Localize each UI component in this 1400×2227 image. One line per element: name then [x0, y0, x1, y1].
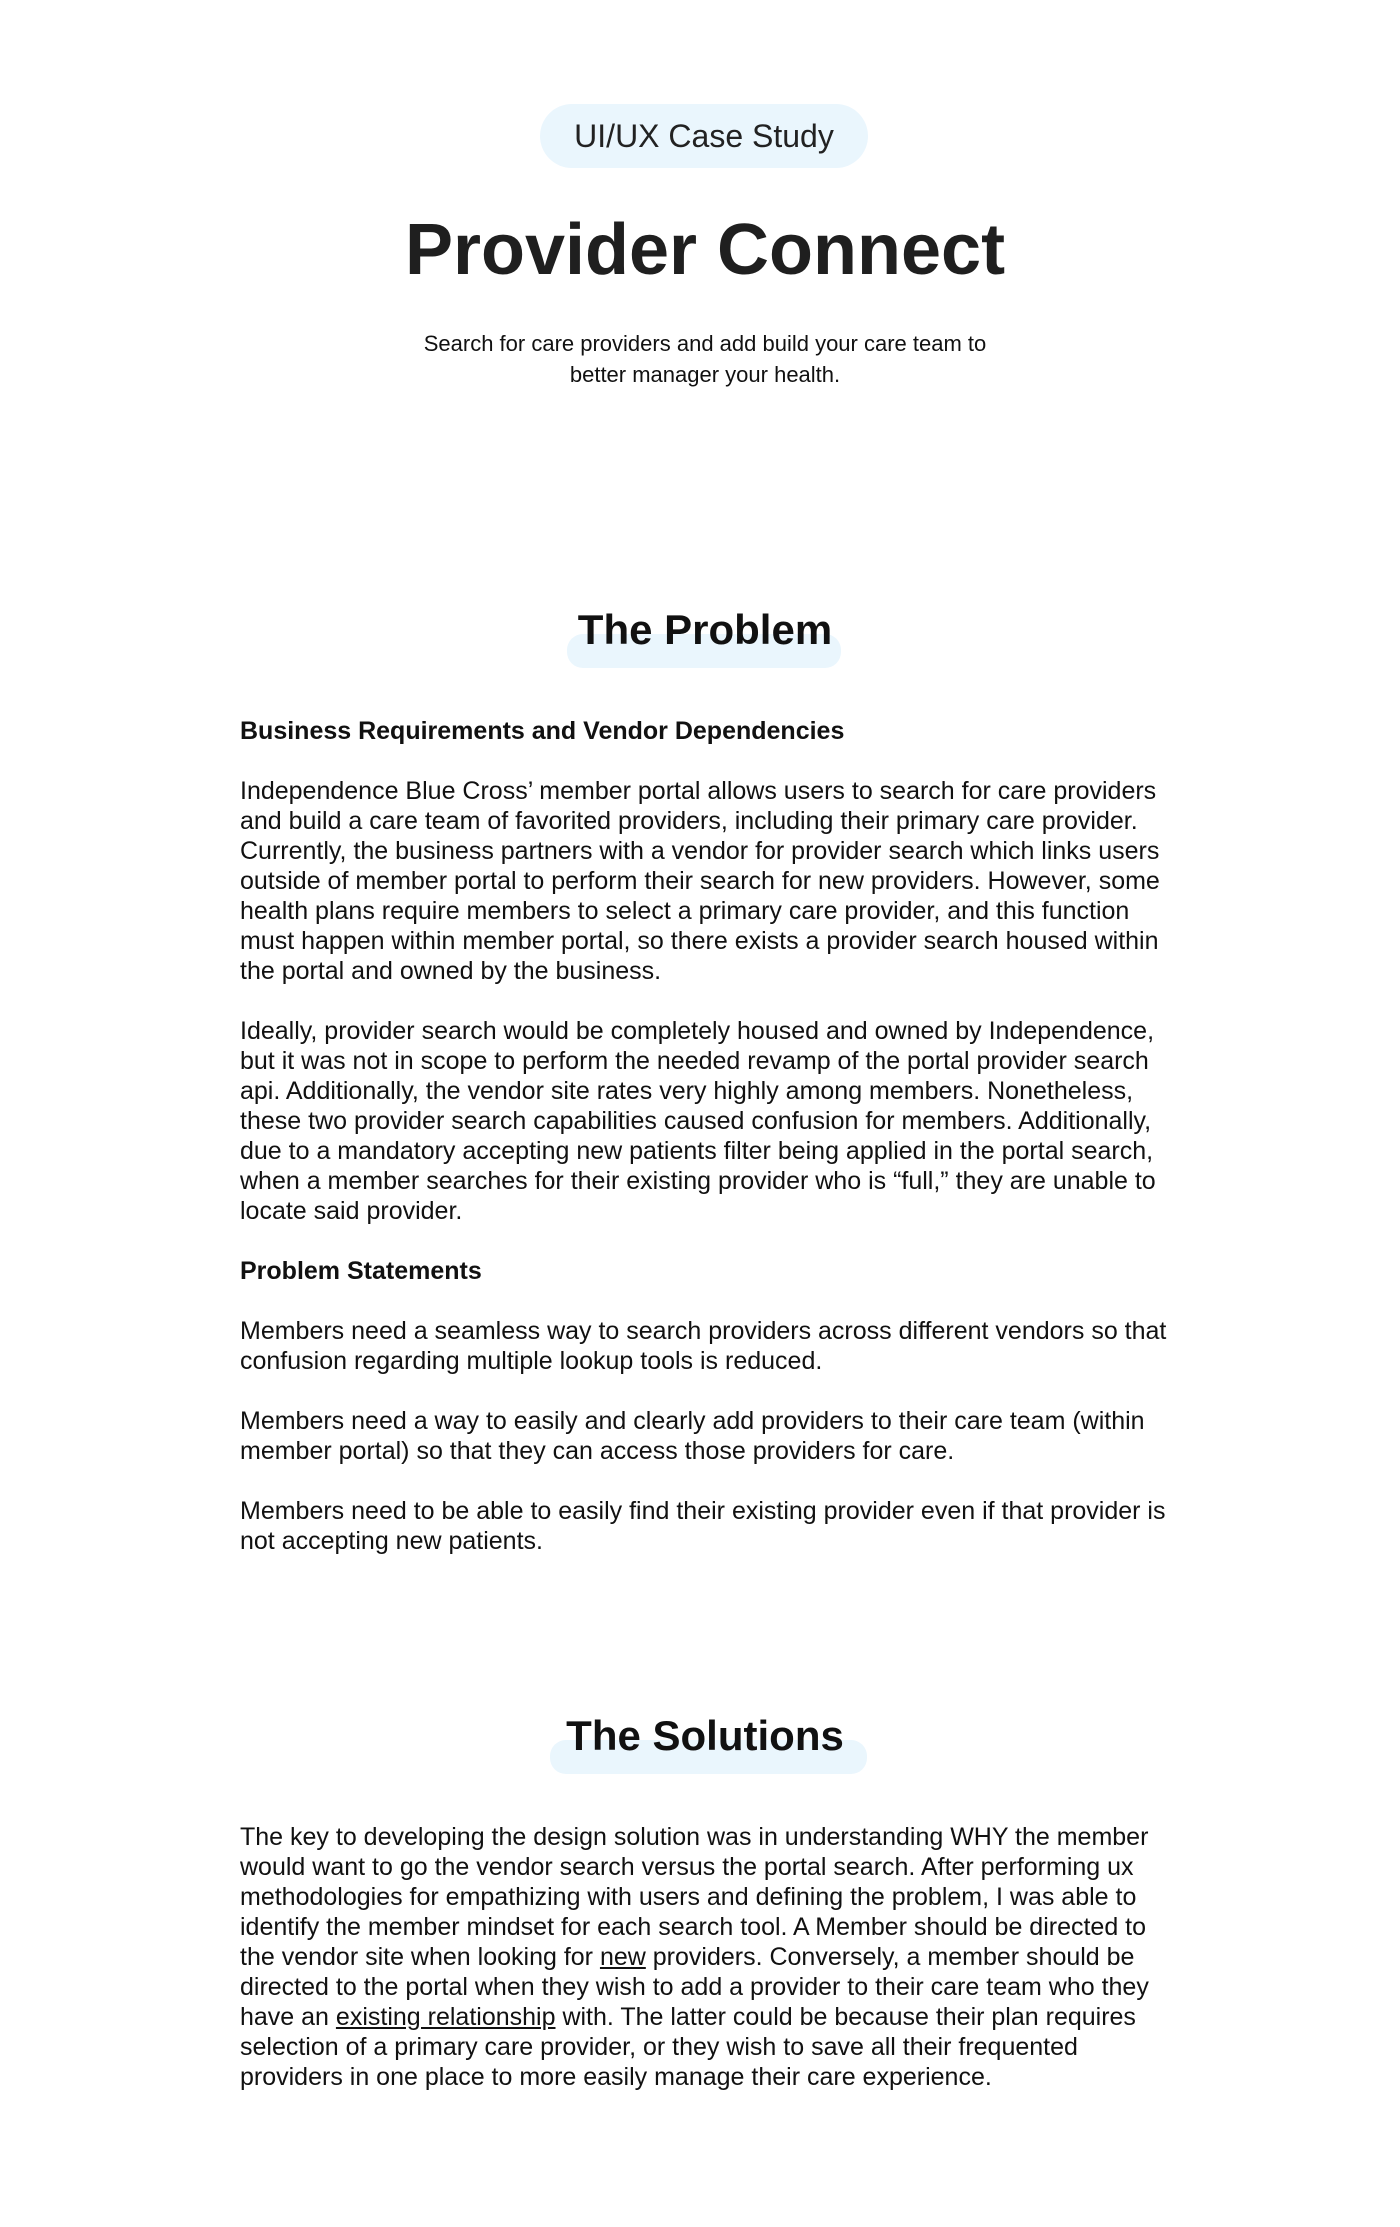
- solutions-paragraph: [240, 1822, 1180, 2092]
- solutions-text-part-3: with. The latter could be because their plan requires selection of a primary care provider, or they wish to save all their frequented providers in one place to more easily manage their care experience.: [240, 2003, 1136, 2091]
- problem-paragraph-2: Ideally, provider search would be completely housed and owned by Independence, but it was not in scope to perform the needed revamp of the portal provider search api. Additionally, the vendor site rates very highly among members. Nonetheless, these two provider search capabilities caused confusion for members. Additionally, due to a mandatory accepting new patients filter being applied in the portal search, when a member searches for their existing provider who is “full,” they are unable to locate said provider.: [240, 1017, 1156, 1225]
- problem-statement-3: Members need to be able to easily find their existing provider even if that provider is not accepting new patients.: [240, 1497, 1166, 1555]
- solutions-heading-text: The Solutions: [566, 1712, 844, 1759]
- problem-statement-1: Members need a seamless way to search providers across different vendors so that confusion regarding multiple lookup tools is reduced.: [240, 1317, 1167, 1375]
- problem-statement-2: Members need a way to easily and clearly add providers to their care team (within member portal) so that they can access those providers for care.: [240, 1407, 1145, 1465]
- solutions-text-part-1: The key to developing the design solution was in understanding WHY the member would want to go the vendor search versus the portal search. After performing ux methodologies for empathizing with users and defining the problem, I was able to identify the member mindset for each search tool. A Member should be directed to the vendor site when looking for: [240, 1823, 1149, 1971]
- solutions-section-body: [240, 1822, 1180, 2122]
- page-subtitle: Search for care providers and add build your care team to better manager your health.: [423, 331, 987, 387]
- solutions-emphasis-new: new: [599, 1943, 646, 1971]
- problem-heading-text: The Problem: [577, 606, 833, 653]
- problem-subheading-business: Business Requirements and Vendor Dependencies: [240, 717, 845, 745]
- case-study-tag: [540, 104, 868, 168]
- problem-section-heading: [0, 600, 1400, 670]
- solutions-section-heading: [0, 1706, 1400, 1776]
- problem-subheading-statements: Problem Statements: [240, 1257, 482, 1285]
- page-title: Provider Connect: [404, 210, 1006, 290]
- solutions-emphasis-existing-relationship: existing relationship: [335, 2003, 556, 2031]
- problem-paragraph-1: Independence Blue Cross’ member portal allows users to search for care providers and build a care team of favorited providers, including their primary care provider. Currently, the business partners with a vendor for provider search which links users outside of member portal to perform their search for new providers. However, some health plans require members to select a primary care provider, and this function must happen within member portal, so there exists a provider search housed within the portal and owned by the business.: [240, 777, 1160, 985]
- case-study-tag-label: UI/UX Case Study: [574, 117, 834, 154]
- solutions-text-part-2: providers. Conversely, a member should be directed to the portal when they wish to add a provider to their care team who they have an: [240, 1943, 1149, 2031]
- problem-section-body: [240, 716, 1180, 1586]
